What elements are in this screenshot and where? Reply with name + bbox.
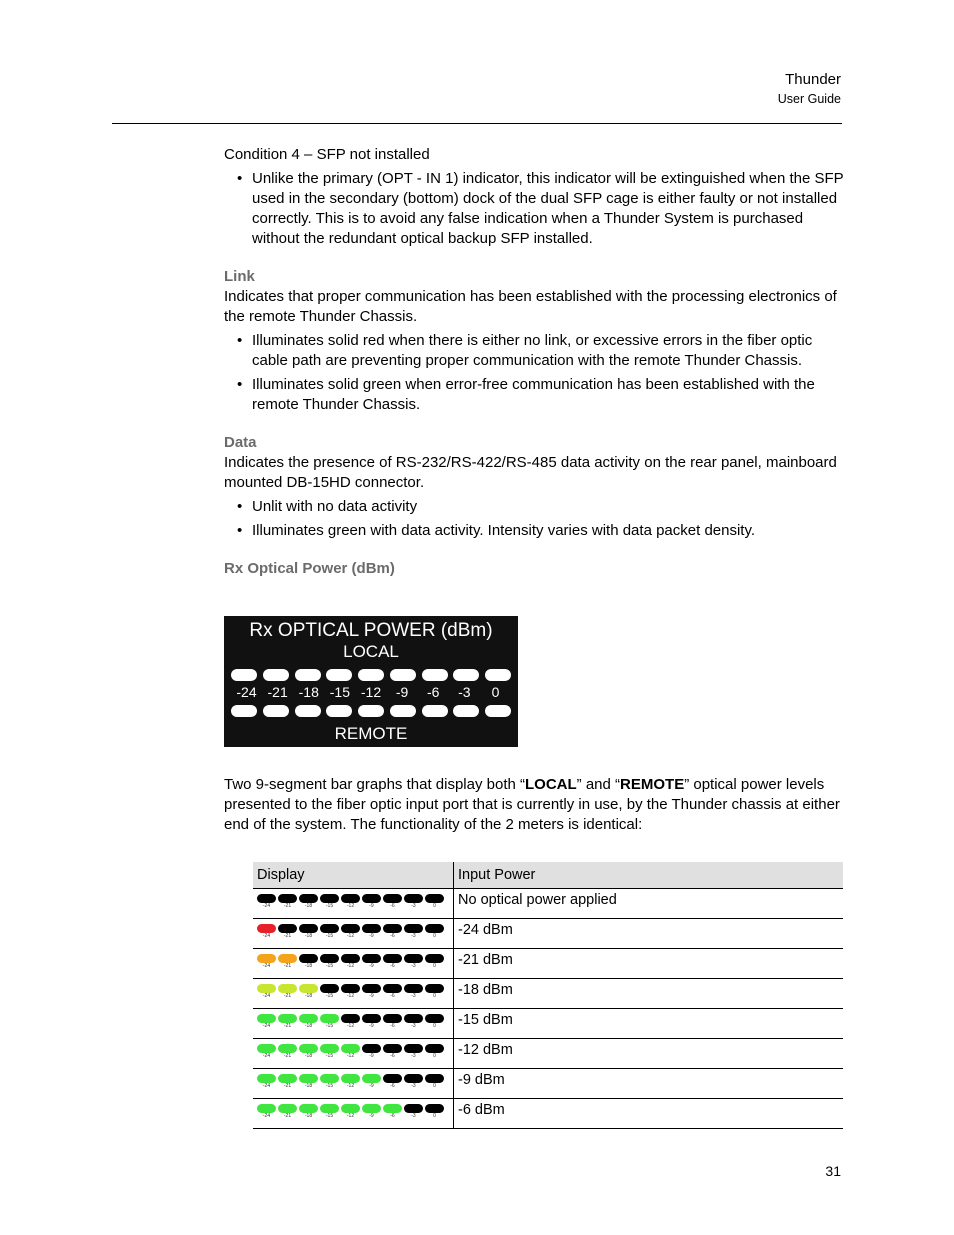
table-row	[253, 1009, 843, 1039]
led-segment	[383, 924, 402, 933]
led-segment	[362, 1074, 381, 1083]
display-cell	[253, 1009, 454, 1039]
led-segment	[358, 669, 384, 681]
column-header-display: Display	[253, 862, 454, 889]
led-segment	[404, 894, 423, 903]
mini-led-meter	[257, 1044, 449, 1053]
led-segment	[383, 1014, 402, 1023]
led-segment	[320, 984, 339, 993]
table-row	[253, 979, 843, 1009]
led-segment	[299, 1104, 318, 1113]
mini-led-meter	[257, 894, 449, 903]
tick-label: -18	[304, 1053, 313, 1059]
link-bullets	[224, 331, 844, 415]
led-segment	[362, 1044, 381, 1053]
led-segment	[485, 669, 511, 681]
tick-label: -21	[283, 1053, 292, 1059]
led-segment	[278, 954, 297, 963]
led-segment	[341, 924, 360, 933]
tick-label: -3	[411, 963, 416, 969]
tick-label: -9	[369, 1023, 374, 1029]
mini-tick-labels	[257, 1053, 449, 1059]
tick-label: -6	[390, 993, 395, 999]
input-power-cell: -9 dBm	[454, 1069, 844, 1099]
para-text: ” and “	[576, 776, 621, 793]
led-segment	[383, 954, 402, 963]
led-segment	[404, 1014, 423, 1023]
tick-label: -18	[304, 933, 313, 939]
led-segment	[341, 954, 360, 963]
led-segment	[383, 1044, 402, 1053]
tick-label: -21	[283, 1113, 292, 1119]
tick-label: -24	[262, 993, 271, 999]
led-segment	[320, 1074, 339, 1083]
led-segment	[404, 1074, 423, 1083]
header-rule	[112, 123, 842, 124]
body-content	[224, 145, 844, 579]
led-segment	[231, 669, 257, 681]
tick-label: -18	[304, 903, 313, 909]
led-segment	[231, 705, 257, 717]
tick-label: -9	[369, 963, 374, 969]
header-title: Thunder	[785, 71, 841, 88]
tick-label: 0	[433, 963, 436, 969]
tick-label: -24	[262, 1083, 271, 1089]
panel-title: Rx OPTICAL POWER (dBm)	[249, 620, 493, 641]
remote-term: REMOTE	[620, 776, 685, 793]
led-segment	[320, 954, 339, 963]
led-segment	[404, 984, 423, 993]
led-segment	[422, 705, 448, 717]
led-segment	[341, 984, 360, 993]
table-row	[253, 1099, 843, 1129]
input-power-cell: -21 dBm	[454, 949, 844, 979]
led-segment	[383, 984, 402, 993]
tick-label: -9	[369, 1053, 374, 1059]
tick-label: -15	[325, 963, 334, 969]
led-segment	[295, 669, 321, 681]
input-power-cell: No optical power applied	[454, 889, 844, 919]
tick-label: -24	[262, 933, 271, 939]
tick-label: -12	[346, 903, 355, 909]
tick-label: -6	[390, 1053, 395, 1059]
mini-tick-labels	[257, 1113, 449, 1119]
led-segment	[320, 894, 339, 903]
panel-local-label: LOCAL	[343, 642, 399, 661]
local-led-row	[231, 669, 511, 681]
led-segment	[326, 705, 352, 717]
led-segment	[341, 1014, 360, 1023]
tick-label: 0	[433, 903, 436, 909]
led-segment	[390, 669, 416, 681]
mini-led-meter	[257, 1074, 449, 1083]
tick-label: -6	[427, 684, 440, 700]
led-segment	[299, 1014, 318, 1023]
led-segment	[278, 924, 297, 933]
input-power-cell: -15 dBm	[454, 1009, 844, 1039]
led-segment	[390, 705, 416, 717]
led-segment	[263, 705, 289, 717]
tick-label: -9	[369, 903, 374, 909]
tick-label: -12	[346, 1113, 355, 1119]
tick-label: 0	[433, 933, 436, 939]
link-text: Indicates that proper communication has been established with the processing electronics of the remote Thunder Chassis.	[224, 288, 837, 325]
tick-label: -12	[346, 1083, 355, 1089]
led-segment	[341, 894, 360, 903]
data-bullets	[224, 497, 844, 541]
tick-label: -15	[325, 903, 334, 909]
input-power-table	[253, 862, 843, 1129]
rx-heading: Rx Optical Power (dBm)	[224, 560, 395, 577]
led-segment	[425, 954, 444, 963]
tick-label: -18	[304, 1023, 313, 1029]
tick-label: -15	[325, 1083, 334, 1089]
mini-led-meter	[257, 1104, 449, 1113]
led-segment	[422, 669, 448, 681]
led-segment	[362, 924, 381, 933]
led-segment	[362, 984, 381, 993]
led-segment	[257, 1104, 276, 1113]
led-segment	[299, 924, 318, 933]
tick-label: -9	[369, 1083, 374, 1089]
led-segment	[362, 1104, 381, 1113]
led-segment	[257, 1044, 276, 1053]
led-segment	[341, 1044, 360, 1053]
condition-bullets	[224, 169, 844, 249]
tick-label: -18	[304, 993, 313, 999]
tick-label: -3	[411, 933, 416, 939]
tick-label: -21	[283, 1083, 292, 1089]
link-heading: Link	[224, 268, 255, 285]
mini-led-meter	[257, 954, 449, 963]
led-segment	[263, 669, 289, 681]
led-segment	[341, 1074, 360, 1083]
led-segment	[453, 705, 479, 717]
mini-tick-labels	[257, 963, 449, 969]
input-power-cell: -6 dBm	[454, 1099, 844, 1129]
tick-label: -6	[390, 903, 395, 909]
tick-label: -24	[262, 903, 271, 909]
data-heading: Data	[224, 434, 257, 451]
tick-label: -9	[369, 933, 374, 939]
led-segment	[320, 924, 339, 933]
mini-tick-labels	[257, 1083, 449, 1089]
tick-label: 0	[433, 993, 436, 999]
column-header-input-power: Input Power	[454, 862, 844, 889]
tick-label: -6	[390, 963, 395, 969]
display-cell	[253, 979, 454, 1009]
table-body	[253, 889, 843, 1129]
led-segment	[383, 1074, 402, 1083]
table-header-row	[253, 862, 843, 889]
mini-led-meter	[257, 924, 449, 933]
led-segment	[257, 984, 276, 993]
led-segment	[326, 669, 352, 681]
tick-label: -15	[325, 1053, 334, 1059]
table-row	[253, 919, 843, 949]
tick-label: 0	[433, 1023, 436, 1029]
tick-label: -21	[283, 1023, 292, 1029]
led-segment	[341, 1104, 360, 1113]
led-segment	[295, 705, 321, 717]
tick-label: -21	[267, 684, 288, 700]
led-segment	[299, 1044, 318, 1053]
panel-ticks	[231, 684, 511, 700]
tick-label: -3	[411, 1113, 416, 1119]
mini-tick-labels	[257, 933, 449, 939]
tick-label: -9	[395, 684, 409, 700]
led-segment	[257, 924, 276, 933]
table-row	[253, 1039, 843, 1069]
led-segment	[362, 894, 381, 903]
led-segment	[425, 984, 444, 993]
mini-led-meter	[257, 1014, 449, 1023]
led-segment	[320, 1104, 339, 1113]
led-segment	[299, 984, 318, 993]
tick-label: -15	[329, 684, 350, 700]
mini-tick-labels	[257, 903, 449, 909]
led-segment	[358, 705, 384, 717]
tick-label: 0	[491, 684, 500, 700]
list-item: • Illuminates green with data activity. Intensity varies with data packet density.	[224, 521, 844, 541]
tick-label: -3	[411, 903, 416, 909]
tick-label: -9	[369, 993, 374, 999]
led-segment	[362, 954, 381, 963]
tick-label: -15	[325, 1113, 334, 1119]
tick-label: -9	[369, 1113, 374, 1119]
list-item: • Illuminates solid green when error-free communication has been established with the remote Thunder Chassis.	[224, 375, 844, 415]
para-text: ” optical power levels presented to the fiber optic input port that is currently in use, by the Thunder chassis at either end of the system. The functionality of the 2 meters is identical:	[224, 776, 840, 833]
led-segment	[257, 894, 276, 903]
tick-label: -12	[346, 963, 355, 969]
tick-label: -12	[346, 1053, 355, 1059]
tick-label: -21	[283, 903, 292, 909]
tick-label: -3	[411, 1053, 416, 1059]
led-segment	[278, 1074, 297, 1083]
led-segment	[383, 894, 402, 903]
led-segment	[425, 894, 444, 903]
display-cell	[253, 1069, 454, 1099]
led-segment	[485, 705, 511, 717]
tick-label: -24	[262, 1023, 271, 1029]
led-segment	[320, 1044, 339, 1053]
led-segment	[425, 1014, 444, 1023]
list-item: • Illuminates solid red when there is either no link, or excessive errors in the fiber optic cable path are preventing proper communication with the remote Thunder Chassis.	[224, 331, 844, 371]
tick-label: -21	[283, 963, 292, 969]
tick-label: -12	[346, 993, 355, 999]
rx-optical-power-panel	[224, 616, 518, 747]
tick-label: -24	[236, 684, 257, 700]
display-cell	[253, 1039, 454, 1069]
table-row	[253, 889, 843, 919]
list-item: • Unlike the primary (OPT - IN 1) indicator, this indicator will be extinguished when the SFP used in the secondary (bottom) dock of the dual SFP cage is either faulty or not installed correctly. This is to avoid any false indication when a Thunder System is purchased without the redundant optical backup SFP installed.	[224, 169, 844, 249]
bar-graph-description	[224, 775, 844, 835]
mini-tick-labels	[257, 993, 449, 999]
tick-label: -21	[283, 993, 292, 999]
tick-label: -6	[390, 1113, 395, 1119]
tick-label: -24	[262, 1113, 271, 1119]
tick-label: -18	[298, 684, 319, 700]
led-segment	[278, 1014, 297, 1023]
tick-label: -3	[458, 684, 471, 700]
tick-label: 0	[433, 1083, 436, 1089]
tick-label: -6	[390, 1083, 395, 1089]
para-text: Two 9-segment bar graphs that display both “	[224, 776, 525, 793]
tick-label: -6	[390, 1023, 395, 1029]
led-segment	[278, 984, 297, 993]
input-power-cell: -24 dBm	[454, 919, 844, 949]
tick-label: -15	[325, 1023, 334, 1029]
led-segment	[383, 1104, 402, 1113]
panel-remote-label: REMOTE	[334, 724, 408, 743]
page-number: 31	[825, 1163, 841, 1179]
tick-label: -18	[304, 1083, 313, 1089]
table-row	[253, 1069, 843, 1099]
tick-label: -12	[360, 684, 382, 700]
led-segment	[257, 1014, 276, 1023]
mini-led-meter	[257, 984, 449, 993]
header-subtitle: User Guide	[777, 92, 841, 106]
led-segment	[320, 1014, 339, 1023]
led-segment	[425, 924, 444, 933]
led-segment	[453, 669, 479, 681]
tick-label: -21	[283, 933, 292, 939]
tick-label: -3	[411, 1023, 416, 1029]
led-segment	[425, 1044, 444, 1053]
led-segment	[362, 1014, 381, 1023]
display-cell	[253, 949, 454, 979]
tick-label: -6	[390, 933, 395, 939]
led-segment	[299, 1074, 318, 1083]
led-segment	[278, 894, 297, 903]
display-cell	[253, 889, 454, 919]
tick-label: -18	[304, 1113, 313, 1119]
led-segment	[257, 954, 276, 963]
led-segment	[404, 1044, 423, 1053]
led-segment	[404, 924, 423, 933]
led-segment	[425, 1104, 444, 1113]
tick-label: -24	[262, 963, 271, 969]
table-row	[253, 949, 843, 979]
display-cell	[253, 1099, 454, 1129]
mini-tick-labels	[257, 1023, 449, 1029]
led-segment	[278, 1104, 297, 1113]
list-item: • Unlit with no data activity	[224, 497, 844, 517]
led-segment	[425, 1074, 444, 1083]
tick-label: -24	[262, 1053, 271, 1059]
data-text: Indicates the presence of RS-232/RS-422/RS-485 data activity on the rear panel, mainboard mounted DB-15HD connector.	[224, 454, 837, 491]
input-power-cell: -12 dBm	[454, 1039, 844, 1069]
led-segment	[404, 1104, 423, 1113]
led-segment	[404, 954, 423, 963]
tick-label: -3	[411, 1083, 416, 1089]
led-segment	[257, 1074, 276, 1083]
tick-label: -12	[346, 933, 355, 939]
tick-label: 0	[433, 1113, 436, 1119]
condition-heading: Condition 4 – SFP not installed	[224, 146, 430, 163]
tick-label: 0	[433, 1053, 436, 1059]
led-segment	[299, 894, 318, 903]
led-segment	[278, 1044, 297, 1053]
display-cell	[253, 919, 454, 949]
input-power-cell: -18 dBm	[454, 979, 844, 1009]
tick-label: -15	[325, 993, 334, 999]
local-term: LOCAL	[525, 776, 577, 793]
tick-label: -18	[304, 963, 313, 969]
remote-led-row	[231, 705, 511, 717]
tick-label: -12	[346, 1023, 355, 1029]
led-segment	[299, 954, 318, 963]
tick-label: -15	[325, 933, 334, 939]
tick-label: -3	[411, 993, 416, 999]
